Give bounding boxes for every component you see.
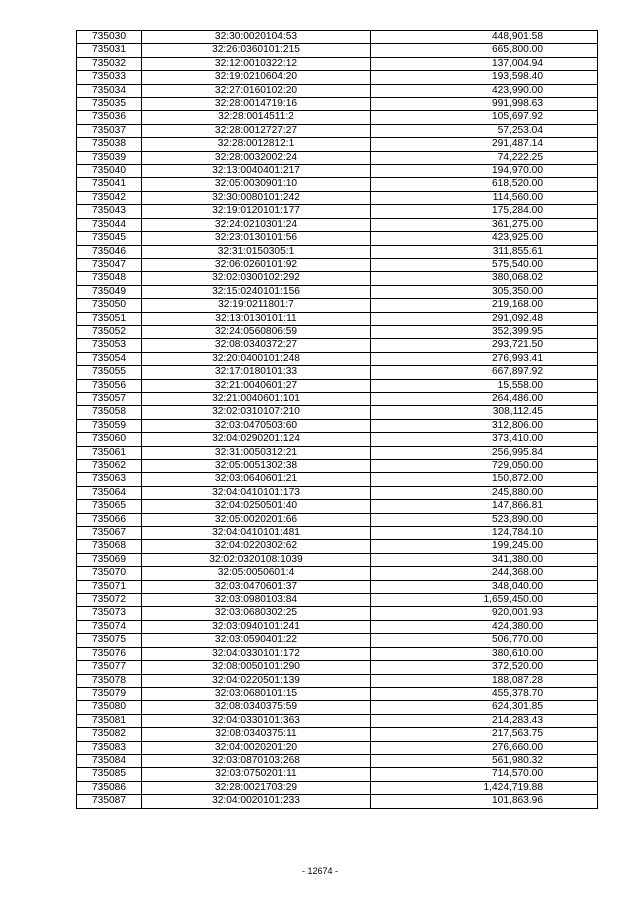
row-id-cell: 735044 xyxy=(77,218,142,231)
amount-cell: 667,897.92 xyxy=(371,366,598,379)
amount-cell: 291,487.14 xyxy=(371,138,598,151)
parcel-number-cell: 32:31:0050312:21 xyxy=(142,446,371,459)
row-id-cell: 735068 xyxy=(77,540,142,553)
amount-cell: 372,520.00 xyxy=(371,661,598,674)
row-id-cell: 735053 xyxy=(77,339,142,352)
row-id-cell: 735071 xyxy=(77,580,142,593)
amount-cell: 423,990.00 xyxy=(371,84,598,97)
amount-cell: 624,301.85 xyxy=(371,701,598,714)
table-row xyxy=(77,138,598,151)
table-row xyxy=(77,151,598,164)
parcel-number-cell: 32:04:0410101:481 xyxy=(142,527,371,540)
table-row xyxy=(77,620,598,633)
parcel-number-cell: 32:28:0021703:29 xyxy=(142,781,371,794)
row-id-cell: 735072 xyxy=(77,594,142,607)
parcel-number-cell: 32:28:0014511:2 xyxy=(142,111,371,124)
table-row xyxy=(77,567,598,580)
parcel-number-cell: 32:03:0640601:21 xyxy=(142,473,371,486)
row-id-cell: 735086 xyxy=(77,781,142,794)
table-row xyxy=(77,165,598,178)
row-id-cell: 735085 xyxy=(77,768,142,781)
row-id-cell: 735079 xyxy=(77,687,142,700)
amount-cell: 575,540.00 xyxy=(371,258,598,271)
amount-cell: 341,380.00 xyxy=(371,553,598,566)
table-row xyxy=(77,245,598,258)
row-id-cell: 735074 xyxy=(77,620,142,633)
parcel-number-cell: 32:19:0210604:20 xyxy=(142,71,371,84)
parcel-number-cell: 32:03:0680302:25 xyxy=(142,607,371,620)
parcel-number-cell: 32:03:0470503:60 xyxy=(142,419,371,432)
amount-cell: 308,112.45 xyxy=(371,406,598,419)
parcel-number-cell: 32:04:0250501:40 xyxy=(142,500,371,513)
table-row xyxy=(77,111,598,124)
parcel-number-cell: 32:28:0032002:24 xyxy=(142,151,371,164)
table-row xyxy=(77,191,598,204)
table-row xyxy=(77,272,598,285)
amount-cell: 448,901.58 xyxy=(371,31,598,44)
row-id-cell: 735076 xyxy=(77,647,142,660)
amount-cell: 256,995.84 xyxy=(371,446,598,459)
table-row xyxy=(77,258,598,271)
amount-cell: 124,784.10 xyxy=(371,527,598,540)
row-id-cell: 735055 xyxy=(77,366,142,379)
row-id-cell: 735041 xyxy=(77,178,142,191)
row-id-cell: 735069 xyxy=(77,553,142,566)
table-row xyxy=(77,218,598,231)
amount-cell: 361,275.00 xyxy=(371,218,598,231)
row-id-cell: 735081 xyxy=(77,714,142,727)
row-id-cell: 735052 xyxy=(77,325,142,338)
row-id-cell: 735043 xyxy=(77,205,142,218)
table-row xyxy=(77,419,598,432)
row-id-cell: 735070 xyxy=(77,567,142,580)
parcel-number-cell: 32:08:0340375:11 xyxy=(142,728,371,741)
table-row xyxy=(77,768,598,781)
row-id-cell: 735031 xyxy=(77,44,142,57)
amount-cell: 199,245.00 xyxy=(371,540,598,553)
row-id-cell: 735040 xyxy=(77,165,142,178)
table-row xyxy=(77,473,598,486)
amount-cell: 920,001.93 xyxy=(371,607,598,620)
amount-cell: 423,925.00 xyxy=(371,232,598,245)
row-id-cell: 735032 xyxy=(77,57,142,70)
amount-cell: 276,993.41 xyxy=(371,352,598,365)
parcel-number-cell: 32:24:0560806:59 xyxy=(142,325,371,338)
table-row xyxy=(77,312,598,325)
table-row xyxy=(77,634,598,647)
table-row xyxy=(77,513,598,526)
row-id-cell: 735064 xyxy=(77,486,142,499)
parcel-number-cell: 32:05:0020201:66 xyxy=(142,513,371,526)
table-row xyxy=(77,674,598,687)
table-row xyxy=(77,205,598,218)
parcel-number-cell: 32:02:0320108:1039 xyxy=(142,553,371,566)
amount-cell: 194,970.00 xyxy=(371,165,598,178)
amount-cell: 665,800.00 xyxy=(371,44,598,57)
table-row xyxy=(77,339,598,352)
row-id-cell: 735063 xyxy=(77,473,142,486)
parcel-number-cell: 32:30:0020104:53 xyxy=(142,31,371,44)
row-id-cell: 735080 xyxy=(77,701,142,714)
parcel-number-cell: 32:17:0180101:33 xyxy=(142,366,371,379)
parcel-number-cell: 32:03:0680101:15 xyxy=(142,687,371,700)
table-row xyxy=(77,379,598,392)
row-id-cell: 735073 xyxy=(77,607,142,620)
row-id-cell: 735062 xyxy=(77,460,142,473)
row-id-cell: 735046 xyxy=(77,245,142,258)
table-row xyxy=(77,98,598,111)
row-id-cell: 735038 xyxy=(77,138,142,151)
parcel-number-cell: 32:24:0210301:24 xyxy=(142,218,371,231)
amount-cell: 1,659,450.00 xyxy=(371,594,598,607)
table-row xyxy=(77,647,598,660)
amount-cell: 561,980.32 xyxy=(371,754,598,767)
table-row xyxy=(77,178,598,191)
amount-cell: 15,558.00 xyxy=(371,379,598,392)
table-row xyxy=(77,795,598,808)
row-id-cell: 735058 xyxy=(77,406,142,419)
row-id-cell: 735039 xyxy=(77,151,142,164)
row-id-cell: 735056 xyxy=(77,379,142,392)
table-row xyxy=(77,540,598,553)
amount-cell: 193,598.40 xyxy=(371,71,598,84)
parcel-number-cell: 32:28:0014719:16 xyxy=(142,98,371,111)
parcel-number-cell: 32:13:0040401:217 xyxy=(142,165,371,178)
parcel-number-cell: 32:02:0300102:292 xyxy=(142,272,371,285)
table-row xyxy=(77,406,598,419)
table-row xyxy=(77,527,598,540)
parcel-number-cell: 32:04:0220501:139 xyxy=(142,674,371,687)
amount-cell: 74,222.25 xyxy=(371,151,598,164)
amount-cell: 348,040.00 xyxy=(371,580,598,593)
table-row xyxy=(77,553,598,566)
parcel-number-cell: 32:02:0310107:210 xyxy=(142,406,371,419)
row-id-cell: 735060 xyxy=(77,433,142,446)
amount-cell: 114,560.00 xyxy=(371,191,598,204)
row-id-cell: 735045 xyxy=(77,232,142,245)
amount-cell: 214,283.43 xyxy=(371,714,598,727)
table-row xyxy=(77,594,598,607)
row-id-cell: 735077 xyxy=(77,661,142,674)
table-row xyxy=(77,299,598,312)
data-table xyxy=(76,30,598,809)
amount-cell: 506,770.00 xyxy=(371,634,598,647)
table-row xyxy=(77,31,598,44)
parcel-number-cell: 32:04:0330101:363 xyxy=(142,714,371,727)
row-id-cell: 735059 xyxy=(77,419,142,432)
parcel-number-cell: 32:08:0340372:27 xyxy=(142,339,371,352)
row-id-cell: 735061 xyxy=(77,446,142,459)
parcel-number-cell: 32:03:0870103:268 xyxy=(142,754,371,767)
amount-cell: 352,399.95 xyxy=(371,325,598,338)
parcel-number-cell: 32:19:0211801:7 xyxy=(142,299,371,312)
parcel-number-cell: 32:03:0590401:22 xyxy=(142,634,371,647)
row-id-cell: 735036 xyxy=(77,111,142,124)
row-id-cell: 735042 xyxy=(77,191,142,204)
amount-cell: 147,866.81 xyxy=(371,500,598,513)
parcel-number-cell: 32:28:0012812:1 xyxy=(142,138,371,151)
amount-cell: 991,998.63 xyxy=(371,98,598,111)
page-number: - 12674 - xyxy=(301,866,339,876)
amount-cell: 217,563.75 xyxy=(371,728,598,741)
table-row xyxy=(77,71,598,84)
row-id-cell: 735066 xyxy=(77,513,142,526)
table-row xyxy=(77,580,598,593)
amount-cell: 276,660.00 xyxy=(371,741,598,754)
row-id-cell: 735051 xyxy=(77,312,142,325)
parcel-number-cell: 32:28:0012727:27 xyxy=(142,124,371,137)
parcel-number-cell: 32:04:0410101:173 xyxy=(142,486,371,499)
table-row xyxy=(77,433,598,446)
amount-cell: 105,697.92 xyxy=(371,111,598,124)
parcel-number-cell: 32:05:0051302:38 xyxy=(142,460,371,473)
table-row xyxy=(77,84,598,97)
table-row xyxy=(77,325,598,338)
parcel-number-cell: 32:31:0150305:1 xyxy=(142,245,371,258)
table-row xyxy=(77,500,598,513)
parcel-number-cell: 32:19:0120101:177 xyxy=(142,205,371,218)
table-row xyxy=(77,352,598,365)
table-row xyxy=(77,687,598,700)
row-id-cell: 735048 xyxy=(77,272,142,285)
amount-cell: 188,087.28 xyxy=(371,674,598,687)
table-row xyxy=(77,754,598,767)
parcel-number-cell: 32:21:0040601:101 xyxy=(142,392,371,405)
table-row xyxy=(77,781,598,794)
table-row xyxy=(77,661,598,674)
amount-cell: 244,368.00 xyxy=(371,567,598,580)
amount-cell: 455,378.70 xyxy=(371,687,598,700)
amount-cell: 150,872.00 xyxy=(371,473,598,486)
table-row xyxy=(77,44,598,57)
parcel-number-cell: 32:13:0130101:11 xyxy=(142,312,371,325)
table-row xyxy=(77,728,598,741)
amount-cell: 312,806.00 xyxy=(371,419,598,432)
amount-cell: 245,880.00 xyxy=(371,486,598,499)
table-row xyxy=(77,460,598,473)
parcel-number-cell: 32:23:0130101:56 xyxy=(142,232,371,245)
parcel-number-cell: 32:08:0050101:290 xyxy=(142,661,371,674)
row-id-cell: 735075 xyxy=(77,634,142,647)
row-id-cell: 735083 xyxy=(77,741,142,754)
table-row xyxy=(77,714,598,727)
row-id-cell: 735082 xyxy=(77,728,142,741)
table-row xyxy=(77,486,598,499)
row-id-cell: 735037 xyxy=(77,124,142,137)
amount-cell: 373,410.00 xyxy=(371,433,598,446)
parcel-number-cell: 32:20:0400101:248 xyxy=(142,352,371,365)
amount-cell: 264,486.00 xyxy=(371,392,598,405)
parcel-number-cell: 32:06:0260101:92 xyxy=(142,258,371,271)
parcel-number-cell: 32:05:0030901:10 xyxy=(142,178,371,191)
parcel-number-cell: 32:04:0330101:172 xyxy=(142,647,371,660)
amount-cell: 729,050.00 xyxy=(371,460,598,473)
parcel-number-cell: 32:04:0020201:20 xyxy=(142,741,371,754)
amount-cell: 101,863.96 xyxy=(371,795,598,808)
parcel-number-cell: 32:04:0290201:124 xyxy=(142,433,371,446)
parcel-number-cell: 32:21:0040601:27 xyxy=(142,379,371,392)
amount-cell: 380,068.02 xyxy=(371,272,598,285)
amount-cell: 424,380.00 xyxy=(371,620,598,633)
parcel-number-cell: 32:27:0160102:20 xyxy=(142,84,371,97)
table-row xyxy=(77,701,598,714)
row-id-cell: 735035 xyxy=(77,98,142,111)
amount-cell: 714,570.00 xyxy=(371,768,598,781)
table-row xyxy=(77,366,598,379)
amount-cell: 311,855.61 xyxy=(371,245,598,258)
parcel-number-cell: 32:03:0470601:37 xyxy=(142,580,371,593)
parcel-number-cell: 32:15:0240101:156 xyxy=(142,285,371,298)
amount-cell: 137,004.94 xyxy=(371,57,598,70)
table-row xyxy=(77,607,598,620)
row-id-cell: 735065 xyxy=(77,500,142,513)
table-row xyxy=(77,124,598,137)
table-row xyxy=(77,57,598,70)
amount-cell: 305,350.00 xyxy=(371,285,598,298)
amount-cell: 523,890.00 xyxy=(371,513,598,526)
row-id-cell: 735047 xyxy=(77,258,142,271)
row-id-cell: 735049 xyxy=(77,285,142,298)
parcel-number-cell: 32:26:0360101:215 xyxy=(142,44,371,57)
amount-cell: 380,610.00 xyxy=(371,647,598,660)
row-id-cell: 735050 xyxy=(77,299,142,312)
parcel-number-cell: 32:05:0050601:4 xyxy=(142,567,371,580)
table-row xyxy=(77,741,598,754)
parcel-number-cell: 32:03:0750201:11 xyxy=(142,768,371,781)
row-id-cell: 735033 xyxy=(77,71,142,84)
row-id-cell: 735034 xyxy=(77,84,142,97)
table-row xyxy=(77,392,598,405)
row-id-cell: 735078 xyxy=(77,674,142,687)
parcel-number-cell: 32:03:0940101:241 xyxy=(142,620,371,633)
row-id-cell: 735054 xyxy=(77,352,142,365)
row-id-cell: 735087 xyxy=(77,795,142,808)
amount-cell: 618,520.00 xyxy=(371,178,598,191)
parcel-number-cell: 32:04:0220302:62 xyxy=(142,540,371,553)
table-row xyxy=(77,285,598,298)
amount-cell: 57,253.04 xyxy=(371,124,598,137)
row-id-cell: 735084 xyxy=(77,754,142,767)
row-id-cell: 735057 xyxy=(77,392,142,405)
table-row xyxy=(77,232,598,245)
parcel-number-cell: 32:04:0020101:233 xyxy=(142,795,371,808)
parcel-number-cell: 32:08:0340375:59 xyxy=(142,701,371,714)
amount-cell: 291,092.48 xyxy=(371,312,598,325)
parcel-number-cell: 32:03:0980103:84 xyxy=(142,594,371,607)
amount-cell: 1,424,719.88 xyxy=(371,781,598,794)
table-row xyxy=(77,446,598,459)
parcel-number-cell: 32:30:0080101:242 xyxy=(142,191,371,204)
amount-cell: 175,284.00 xyxy=(371,205,598,218)
table-body xyxy=(77,31,598,809)
row-id-cell: 735030 xyxy=(77,31,142,44)
amount-cell: 219,168.00 xyxy=(371,299,598,312)
parcel-number-cell: 32:12:0010322:12 xyxy=(142,57,371,70)
amount-cell: 293,721.50 xyxy=(371,339,598,352)
row-id-cell: 735067 xyxy=(77,527,142,540)
